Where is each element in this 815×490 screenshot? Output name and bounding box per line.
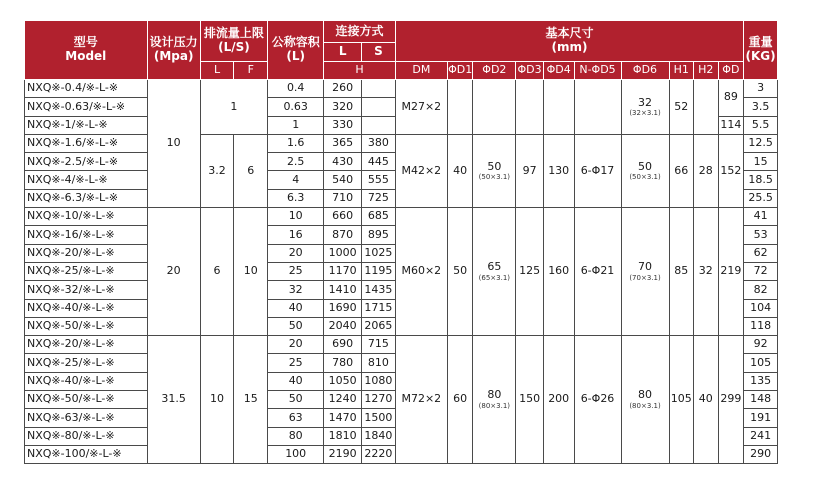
weight-cell: 82 [744, 281, 778, 299]
model-cell: NXQ※-4/※-L-※ [25, 171, 148, 189]
s-cell [362, 98, 396, 116]
model-cell: NXQ※-25/※-L-※ [25, 354, 148, 372]
table-row [25, 336, 778, 354]
h-cell: 330 [324, 116, 362, 134]
d-cell: 219 [718, 208, 744, 336]
d6-cell: 80 (80×3.1) [621, 336, 669, 464]
volume-cell: 10 [268, 208, 324, 226]
d1-cell: 60 [447, 336, 473, 464]
s-cell: 1435 [362, 281, 396, 299]
d1-cell [447, 80, 473, 135]
h1-cell: 66 [669, 134, 694, 207]
h-cell: 2040 [324, 317, 362, 335]
model-cell: NXQ※-80/※-L-※ [25, 427, 148, 445]
volume-cell: 100 [268, 445, 324, 463]
s-cell: 1500 [362, 409, 396, 427]
header-d2: ΦD2 [473, 62, 516, 80]
model-cell: NXQ※-10/※-L-※ [25, 208, 148, 226]
h2-cell: 32 [694, 208, 719, 336]
h1-cell: 105 [669, 336, 694, 464]
header-d6: ΦD6 [621, 62, 669, 80]
flow-l-cell: 10 [200, 336, 234, 464]
h-cell: 1170 [324, 262, 362, 280]
h-cell: 430 [324, 153, 362, 171]
volume-cell: 20 [268, 336, 324, 354]
s-cell: 2065 [362, 317, 396, 335]
h-cell: 1000 [324, 244, 362, 262]
weight-cell: 15 [744, 153, 778, 171]
d3-cell [516, 80, 544, 135]
volume-cell: 40 [268, 372, 324, 390]
header-d1: ΦD1 [447, 62, 473, 80]
weight-cell: 3.5 [744, 98, 778, 116]
header-flow: 排流量上限 (L/S) [200, 21, 267, 62]
s-cell: 380 [362, 134, 396, 152]
d4-cell: 130 [543, 134, 574, 207]
h-cell: 320 [324, 98, 362, 116]
h-cell: 540 [324, 171, 362, 189]
d-cell: 299 [718, 336, 744, 464]
header-connection: 连接方式 [324, 21, 396, 43]
weight-cell: 105 [744, 354, 778, 372]
h-cell: 710 [324, 189, 362, 207]
volume-cell: 0.63 [268, 98, 324, 116]
volume-cell: 1 [268, 116, 324, 134]
header-flow-l: L [200, 62, 234, 80]
h-cell: 780 [324, 354, 362, 372]
weight-cell: 5.5 [744, 116, 778, 134]
d2-cell: 80 (80×3.1) [473, 336, 516, 464]
h2-cell [694, 80, 719, 135]
model-cell: NXQ※-100/※-L-※ [25, 445, 148, 463]
h-cell: 2190 [324, 445, 362, 463]
model-cell: NXQ※-25/※-L-※ [25, 262, 148, 280]
spec-table-container [24, 20, 778, 464]
flow-f-cell: 15 [234, 336, 268, 464]
volume-cell: 20 [268, 244, 324, 262]
nd5-cell: 6-Φ17 [574, 134, 621, 207]
nd5-cell [574, 80, 621, 135]
s-cell: 1270 [362, 391, 396, 409]
header-pressure: 设计压力 (Mpa) [147, 21, 200, 80]
d-cell: 89 [718, 80, 744, 117]
weight-cell: 53 [744, 226, 778, 244]
weight-cell: 72 [744, 262, 778, 280]
d3-cell: 150 [516, 336, 544, 464]
header-nd5: N-ΦD5 [574, 62, 621, 80]
d2-cell: 50 (50×3.1) [473, 134, 516, 207]
model-cell: NXQ※-40/※-L-※ [25, 299, 148, 317]
model-cell: NXQ※-63/※-L-※ [25, 409, 148, 427]
header-d4: ΦD4 [543, 62, 574, 80]
header-conn-h: H [324, 62, 396, 80]
d4-cell: 200 [543, 336, 574, 464]
model-cell: NXQ※-50/※-L-※ [25, 317, 148, 335]
d-cell: 114 [718, 116, 744, 134]
d6-cell: 70 (70×3.1) [621, 208, 669, 336]
h-cell: 1410 [324, 281, 362, 299]
s-cell: 715 [362, 336, 396, 354]
d-cell: 152 [718, 134, 744, 207]
h-cell: 1050 [324, 372, 362, 390]
weight-cell: 241 [744, 427, 778, 445]
weight-cell: 18.5 [744, 171, 778, 189]
model-cell: NXQ※-2.5/※-L-※ [25, 153, 148, 171]
h-cell: 1470 [324, 409, 362, 427]
header-weight: 重量 (KG) [744, 21, 778, 80]
h2-cell: 28 [694, 134, 719, 207]
table-row [25, 80, 778, 98]
volume-cell: 50 [268, 317, 324, 335]
s-cell: 895 [362, 226, 396, 244]
pressure-cell: 20 [147, 208, 200, 336]
weight-cell: 25.5 [744, 189, 778, 207]
nd5-cell: 6-Φ26 [574, 336, 621, 464]
volume-cell: 80 [268, 427, 324, 445]
h1-cell: 52 [669, 80, 694, 135]
weight-cell: 135 [744, 372, 778, 390]
table-header [25, 21, 778, 80]
table-row [25, 208, 778, 226]
weight-cell: 118 [744, 317, 778, 335]
model-cell: NXQ※-1/※-L-※ [25, 116, 148, 134]
s-cell: 1025 [362, 244, 396, 262]
h-cell: 690 [324, 336, 362, 354]
s-cell: 725 [362, 189, 396, 207]
weight-cell: 290 [744, 445, 778, 463]
table-body [25, 80, 778, 464]
model-cell: NXQ※-1.6/※-L-※ [25, 134, 148, 152]
volume-cell: 25 [268, 262, 324, 280]
pressure-cell: 31.5 [147, 336, 200, 464]
dm-cell: M27×2 [395, 80, 447, 135]
model-cell: NXQ※-16/※-L-※ [25, 226, 148, 244]
volume-cell: 50 [268, 391, 324, 409]
flow-f-cell: 10 [234, 208, 268, 336]
header-model: 型号 Model [25, 21, 148, 80]
header-h2: H2 [694, 62, 719, 80]
s-cell: 1195 [362, 262, 396, 280]
s-cell: 2220 [362, 445, 396, 463]
d6-cell: 50 (50×3.1) [621, 134, 669, 207]
s-cell: 445 [362, 153, 396, 171]
model-cell: NXQ※-20/※-L-※ [25, 336, 148, 354]
header-conn-s: S [362, 43, 396, 62]
flow-l-cell: 3.2 [200, 134, 234, 207]
volume-cell: 1.6 [268, 134, 324, 152]
flow-f-cell: 6 [234, 134, 268, 207]
d1-cell: 40 [447, 134, 473, 207]
weight-cell: 41 [744, 208, 778, 226]
volume-cell: 0.4 [268, 80, 324, 98]
volume-cell: 63 [268, 409, 324, 427]
model-cell: NXQ※-0.63/※-L-※ [25, 98, 148, 116]
h-cell: 260 [324, 80, 362, 98]
header-volume: 公称容积 (L) [268, 21, 324, 80]
flow-l-cell: 6 [200, 208, 234, 336]
model-cell: NXQ※-40/※-L-※ [25, 372, 148, 390]
dm-cell: M72×2 [395, 336, 447, 464]
volume-cell: 32 [268, 281, 324, 299]
volume-cell: 6.3 [268, 189, 324, 207]
h2-cell: 40 [694, 336, 719, 464]
s-cell [362, 80, 396, 98]
model-cell: NXQ※-0.4/※-L-※ [25, 80, 148, 98]
d3-cell: 125 [516, 208, 544, 336]
header-dm: DM [395, 62, 447, 80]
d4-cell: 160 [543, 208, 574, 336]
h-cell: 1810 [324, 427, 362, 445]
model-cell: NXQ※-32/※-L-※ [25, 281, 148, 299]
d1-cell: 50 [447, 208, 473, 336]
s-cell: 1840 [362, 427, 396, 445]
header-dimensions: 基本尺寸 (mm) [395, 21, 743, 62]
spec-table [24, 20, 778, 464]
weight-cell: 3 [744, 80, 778, 98]
weight-cell: 12.5 [744, 134, 778, 152]
weight-cell: 92 [744, 336, 778, 354]
h-cell: 660 [324, 208, 362, 226]
d4-cell [543, 80, 574, 135]
h-cell: 870 [324, 226, 362, 244]
d3-cell: 97 [516, 134, 544, 207]
model-cell: NXQ※-50/※-L-※ [25, 391, 148, 409]
header-flow-f: F [234, 62, 268, 80]
s-cell: 1080 [362, 372, 396, 390]
h-cell: 365 [324, 134, 362, 152]
s-cell: 810 [362, 354, 396, 372]
d2-cell: 65 (65×3.1) [473, 208, 516, 336]
header-d: ΦD [718, 62, 744, 80]
s-cell: 555 [362, 171, 396, 189]
volume-cell: 25 [268, 354, 324, 372]
s-cell: 685 [362, 208, 396, 226]
header-h1: H1 [669, 62, 694, 80]
weight-cell: 104 [744, 299, 778, 317]
flow-cell: 1 [200, 80, 267, 135]
s-cell: 1715 [362, 299, 396, 317]
table-row [25, 134, 778, 152]
header-d3: ΦD3 [516, 62, 544, 80]
dm-cell: M42×2 [395, 134, 447, 207]
volume-cell: 40 [268, 299, 324, 317]
h-cell: 1240 [324, 391, 362, 409]
header-conn-l: L [324, 43, 362, 62]
weight-cell: 148 [744, 391, 778, 409]
d2-cell [473, 80, 516, 135]
model-cell: NXQ※-6.3/※-L-※ [25, 189, 148, 207]
s-cell [362, 116, 396, 134]
volume-cell: 16 [268, 226, 324, 244]
h1-cell: 85 [669, 208, 694, 336]
pressure-cell: 10 [147, 80, 200, 208]
weight-cell: 191 [744, 409, 778, 427]
h-cell: 1690 [324, 299, 362, 317]
volume-cell: 4 [268, 171, 324, 189]
weight-cell: 62 [744, 244, 778, 262]
volume-cell: 2.5 [268, 153, 324, 171]
nd5-cell: 6-Φ21 [574, 208, 621, 336]
d6-cell: 32 (32×3.1) [621, 80, 669, 135]
model-cell: NXQ※-20/※-L-※ [25, 244, 148, 262]
dm-cell: M60×2 [395, 208, 447, 336]
